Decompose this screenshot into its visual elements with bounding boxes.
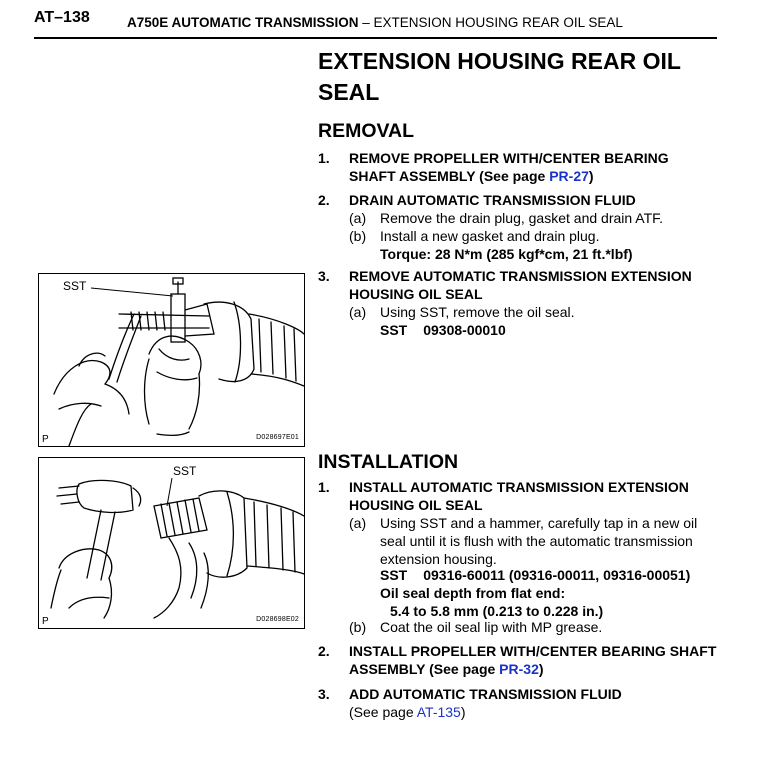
figure-id: D028698E02 (256, 616, 299, 623)
installation-step-2: 2. INSTALL PROPELLER WITH/CENTER BEARING SHAFT ASSEMBLY (See page PR-32) (318, 643, 717, 677)
installation-step-1a: (a) Using SST and a hammer, carefully tap in a new oil seal until it is flush with the automatic transmission extension housing. (349, 515, 698, 567)
removal-heading: REMOVAL (318, 120, 415, 142)
removal-step-3 (318, 267, 718, 303)
oil-seal-installation-illustration (39, 458, 304, 628)
step-text: DRAIN AUTOMATIC TRANSMISSION FLUID (349, 192, 636, 208)
sst-spec-installation: SST 09316-60011 (09316-00011, 09316-00051) (380, 567, 691, 583)
installation-step-1 (318, 478, 718, 514)
installation-step-3-see-page: (See page AT-135) (349, 704, 466, 720)
manual-title: A750E AUTOMATIC TRANSMISSION (127, 15, 359, 30)
page-title: EXTENSION HOUSING REAR OIL SEAL (318, 48, 681, 105)
figure-sst-installation (38, 457, 305, 629)
installation-heading: INSTALLATION (318, 451, 459, 473)
removal-step-1: 1. REMOVE PROPELLER WITH/CENTER BEARING SHAFT ASSEMBLY (See page PR-27) (318, 150, 669, 184)
step-text: ADD AUTOMATIC TRANSMISSION FLUID (349, 686, 622, 702)
step-number: 1. (318, 479, 330, 495)
oil-seal-removal-illustration (39, 274, 304, 446)
removal-step-2a: (a) Remove the drain plug, gasket and drain ATF. (349, 210, 664, 226)
removal-step-2b: (b) Install a new gasket and drain plug. (349, 228, 600, 244)
page-link-pr-32[interactable]: PR-32 (499, 661, 539, 677)
figure-sst-removal (38, 273, 305, 447)
step-text: REMOVE PROPELLER WITH/CENTER BEARING SHAFT ASSEMBLY (See page (349, 150, 669, 184)
step-text: REMOVE AUTOMATIC TRANSMISSION EXTENSION HOUSING OIL SEAL (349, 268, 692, 302)
oil-seal-depth-label: Oil seal depth from flat end: (380, 585, 566, 601)
step-number: 3. (318, 268, 330, 284)
removal-step-2 (318, 191, 718, 209)
header-rule (34, 37, 717, 39)
figure-corner-mark: P (42, 434, 49, 445)
step-number: 1. (318, 150, 330, 166)
step-text: INSTALL AUTOMATIC TRANSMISSION EXTENSION HOUSING OIL SEAL (349, 479, 689, 513)
step-number: 2. (318, 192, 330, 208)
page-number: AT–138 (34, 9, 90, 26)
step-number: 3. (318, 686, 330, 702)
step-number: 2. (318, 643, 330, 659)
oil-seal-depth-value: 5.4 to 5.8 mm (0.213 to 0.228 in.) (390, 603, 604, 619)
page-link-pr-27[interactable]: PR-27 (549, 168, 589, 184)
header-separator: – (358, 15, 374, 30)
removal-step-3a: (a) Using SST, remove the oil seal. (349, 304, 575, 320)
installation-step-3 (318, 685, 718, 703)
step-text: INSTALL PROPELLER WITH/CENTER BEARING SHAFT ASSEMBLY (See page (349, 643, 717, 677)
page-link-at-135[interactable]: AT-135 (416, 704, 461, 720)
header-section-title: EXTENSION HOUSING REAR OIL SEAL (373, 15, 623, 30)
installation-step-1b: (b) Coat the oil seal lip with MP grease. (349, 619, 603, 635)
running-header (127, 15, 623, 30)
figure-id: D028697E01 (256, 434, 299, 441)
figure-corner-mark: P (42, 616, 49, 627)
sst-callout: SST (63, 279, 87, 293)
torque-spec: Torque: 28 N*m (285 kgf*cm, 21 ft.*lbf) (380, 246, 633, 262)
sst-spec-removal: SST 09308-00010 (380, 322, 506, 338)
sst-callout: SST (173, 464, 197, 478)
